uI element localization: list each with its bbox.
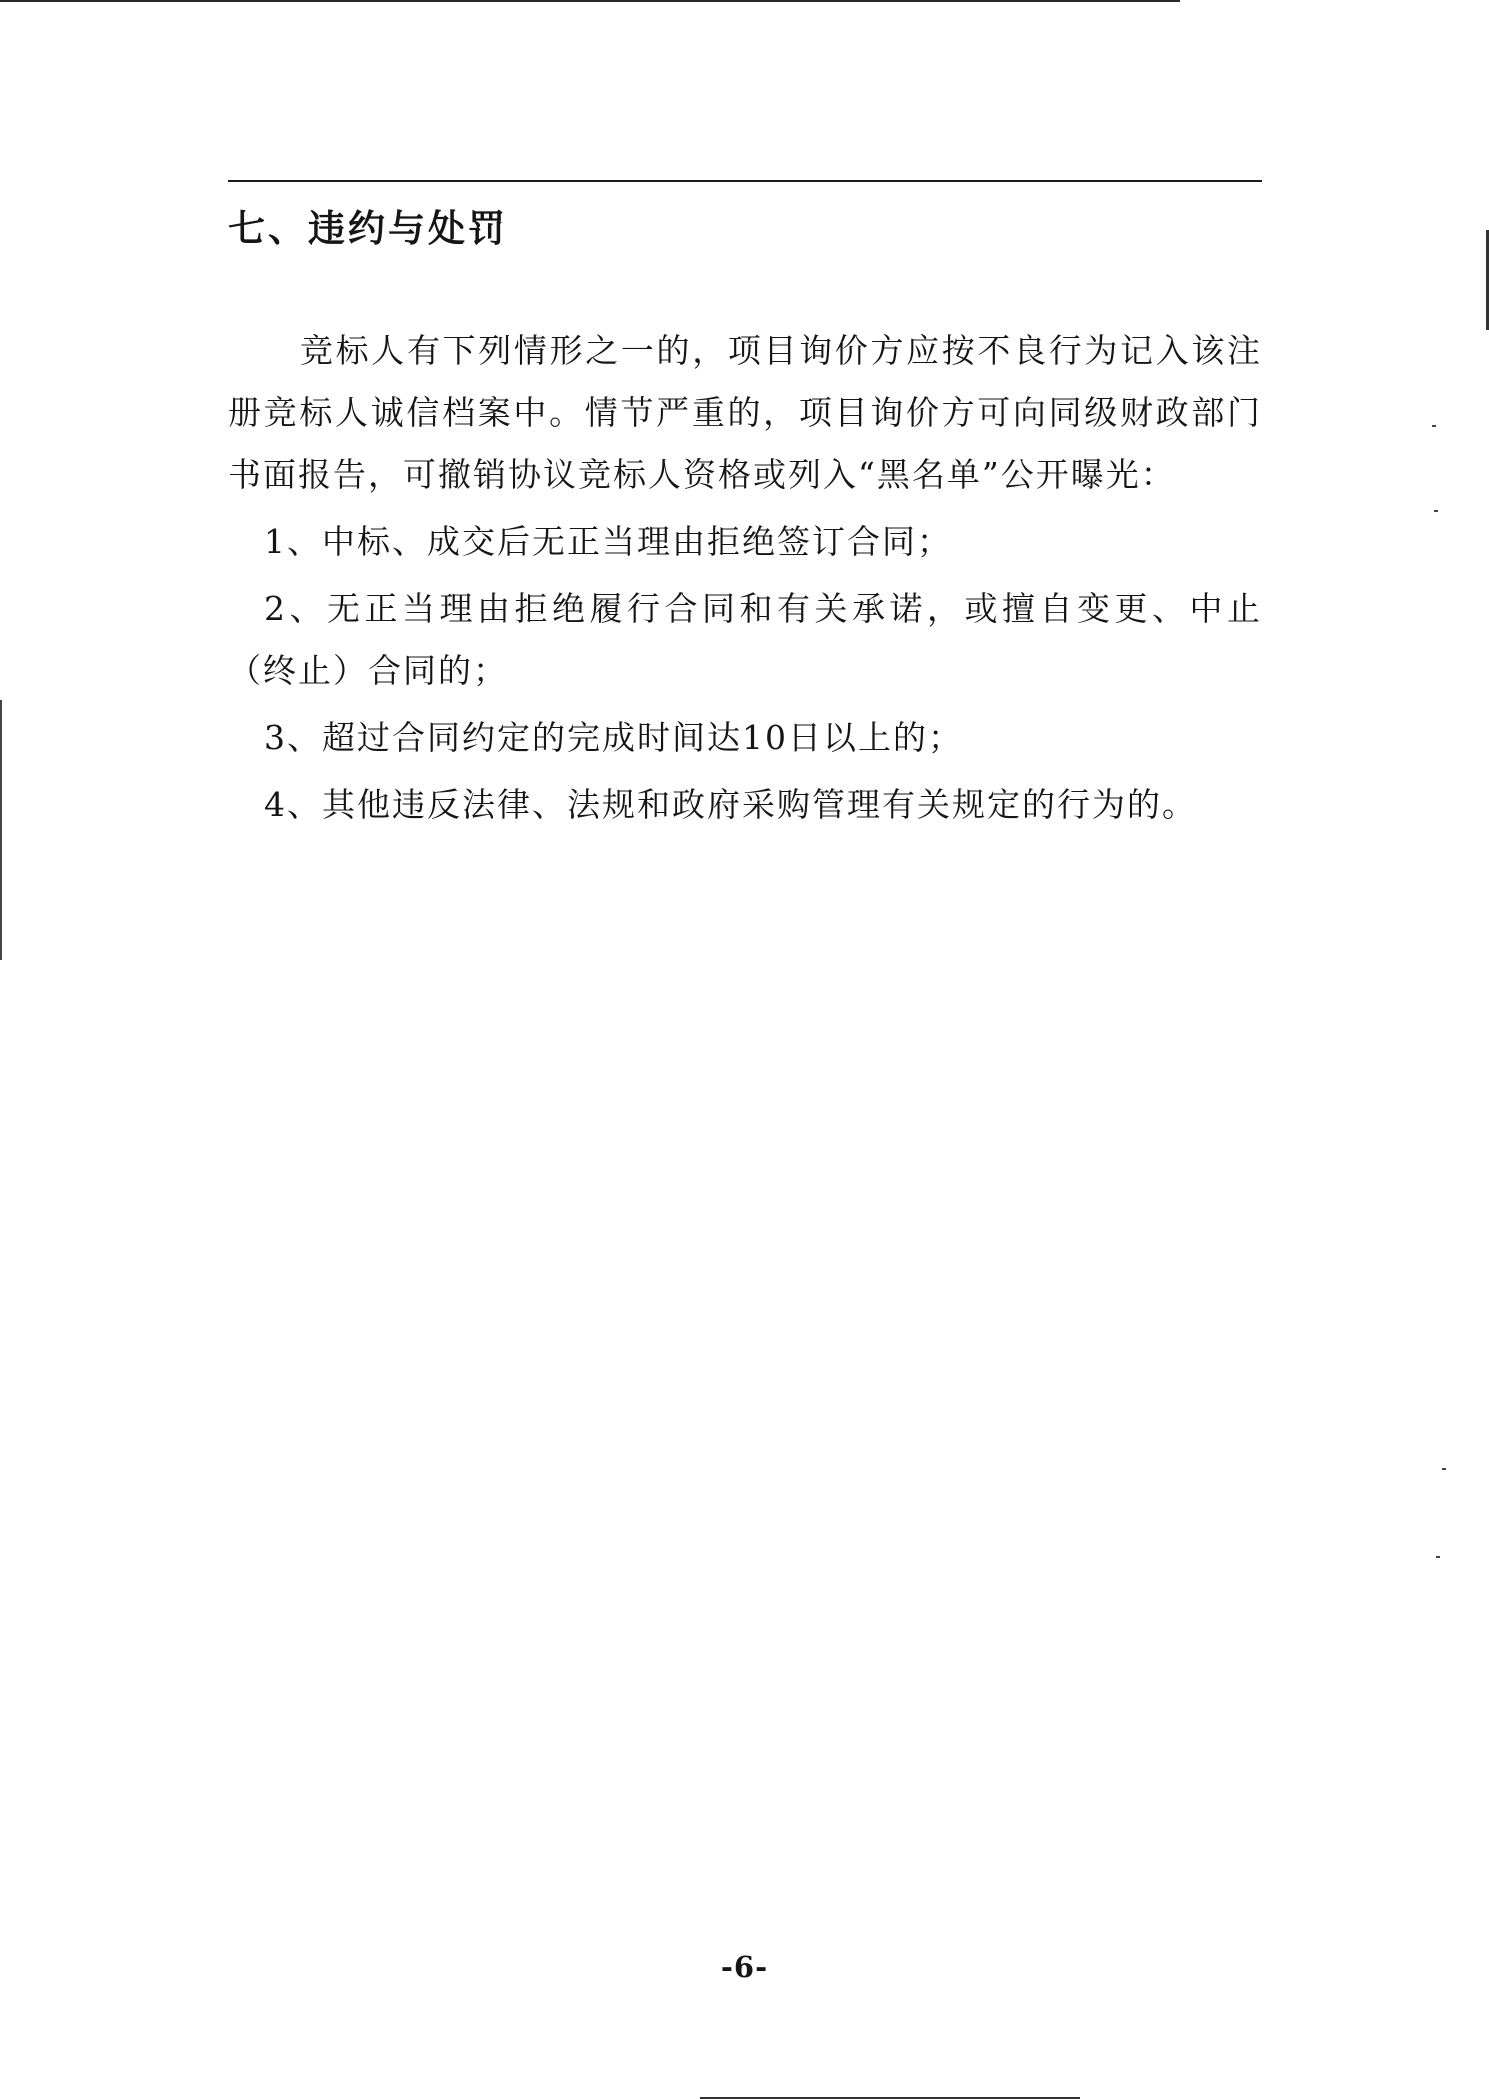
page-number: -6- (720, 1950, 769, 1984)
scan-top-edge (0, 0, 1180, 2)
list-item: 3、超过合同约定的完成时间达10日以上的； (264, 718, 963, 757)
intro-paragraph: 竞标人有下列情形之一的，项目询价方应按不良行为记入该注册竞标人诚信档案中。情节严重的，项目询价方可向同级财政部门书面报告，可撤销协议竞标人资格或列入“黑名单”公开曝光： (228, 331, 1262, 494)
list-item: 2、无正当理由拒绝履行合同和有关承诺，或擅自变更、中止（终止）合同的； (228, 589, 1262, 690)
section-body (228, 320, 1262, 841)
header-rule (228, 180, 1262, 182)
scan-speck (1434, 510, 1438, 512)
scan-speck (1432, 425, 1436, 427)
scan-speck (1436, 1556, 1440, 1558)
scan-speck (1442, 1468, 1446, 1470)
list-item: 1、中标、成交后无正当理由拒绝签订合同； (264, 522, 952, 561)
list-item: 4、其他违反法律、法规和政府采购管理有关规定的行为的。 (264, 785, 1197, 824)
section-heading: 七、违约与处罚 (228, 206, 508, 250)
scan-left-edge (0, 700, 2, 960)
